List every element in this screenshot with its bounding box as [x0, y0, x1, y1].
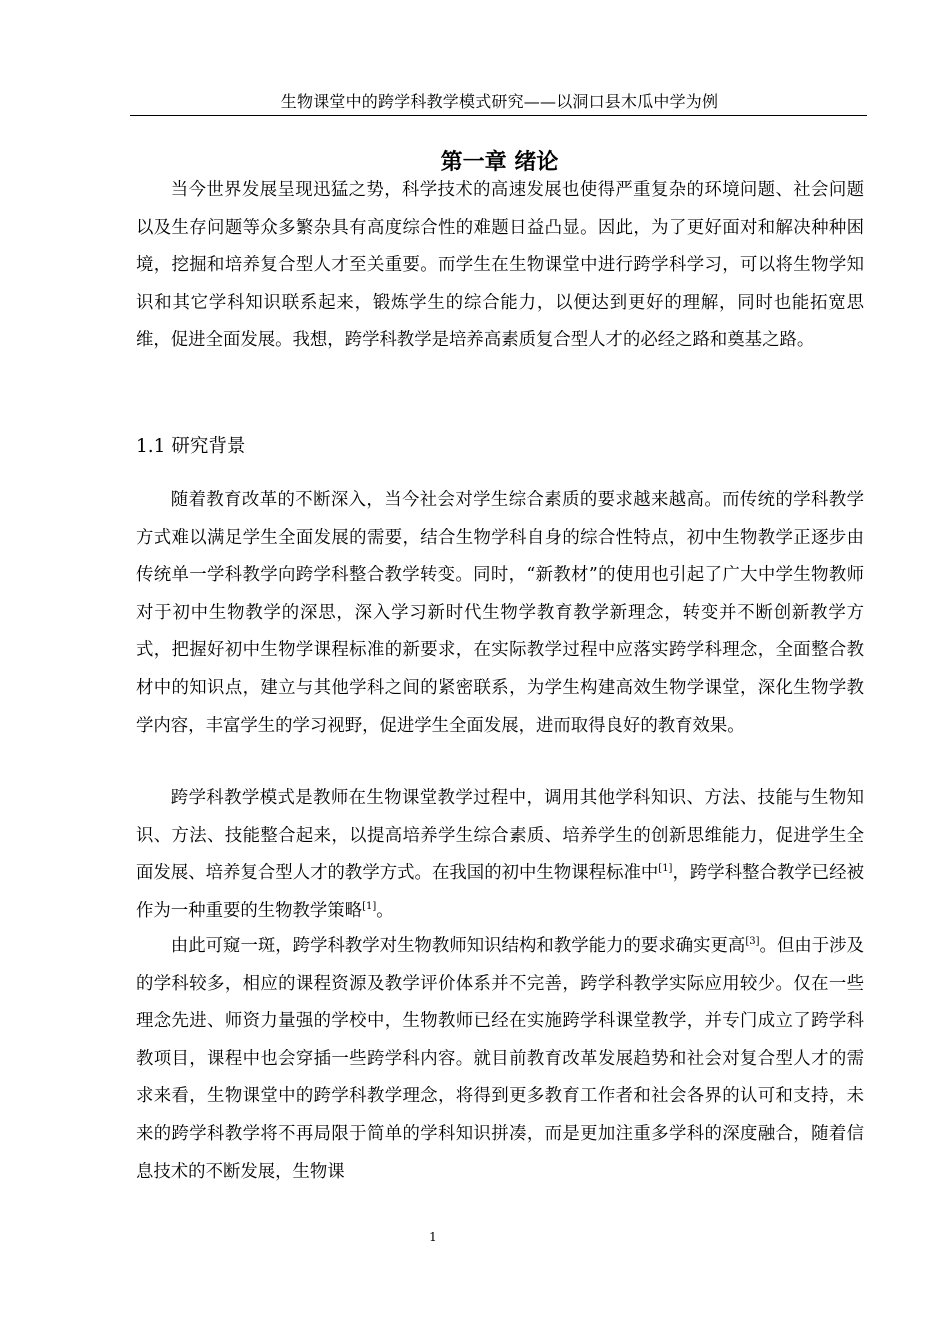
background-paragraph-1: 随着教育改革的不断深入，当今社会对学生综合素质的要求越来越高。而传统的学科教学方式难以满足学生全面发展的需要，结合生物学科自身的综合性特点，初中生物教学正逐步由传统单一学科教学向跨学科整合教学转变。同时，“新教材”的使用也引起了广大中学生物教师对于初中生物教学的深思，深入学习新时代生物学教育教学新理念，转变并不断创新教学方式，把握好初中生物学课程标准的新要求，在实际教学过程中应落实跨学科理念，全面整合教材中的知识点，建立与其他学科之间的紧密联系，为学生构建高效生物学课堂，深化生物学教学内容，丰富学生的学习视野，促进学生全面发展，进而取得良好的教育效果。	[136, 490, 864, 736]
paragraph-text: 。但由于涉及的学科较多，相应的课程资源及教学评价体系并不完善，跨学科教学实际应用较少。仅在一些理念先进、师资力量强的学校中，生物教师已经在实施跨学科课堂教学，并专门成立了跨学科教项目，课程中也会穿插一些跨学科内容。就目前教育改革发展趋势和社会对复合型人才的需求来看，生物课堂中的跨学科教学理念，将得到更多教育工作者和社会各界的认可和支持，未来的跨学科教学将不再局限于简单的学科知识拼凑，而是更加注重多学科的深度融合，随着信息技术的不断发展，生物课	[136, 936, 864, 1182]
citation-marker: [1]	[658, 863, 673, 875]
paragraph-text: ，跨学科整合教学已经被作为一种重要的生物教学策略	[136, 863, 864, 921]
chapter-title: 第一章 绪论	[440, 150, 559, 175]
running-header: 生物课堂中的跨学科教学模式研究——以洞口县木瓜中学为例	[280, 92, 719, 111]
paragraph-text: 跨学科教学模式是教师在生物课堂教学过程中，调用其他学科知识、方法、技能与生物知识、方法、技能整合起来，以提高培养学生综合素质、培养学生的创新思维能力，促进学生全面发展、培养复合型人才的教学方式。在我国的初中生物课程标准中	[136, 788, 864, 884]
page-number: 1	[429, 1230, 437, 1244]
background-paragraph-2	[136, 780, 864, 930]
paragraph-text: 。	[376, 900, 394, 921]
citation-marker: [3]	[745, 936, 760, 948]
citation-marker: [1]	[362, 900, 377, 912]
section-heading-1-1	[136, 432, 245, 462]
background-paragraph-3	[136, 928, 864, 1191]
header-rule	[130, 115, 867, 116]
intro-paragraph: 当今世界发展呈现迅猛之势，科学技术的高速发展也使得严重复杂的环境问题、社会问题以及生存问题等众多繁杂具有高度综合性的难题日益凸显。因此，为了更好面对和解决种种困境，挖掘和培养复合型人才至关重要。而学生在生物课堂中进行跨学科学习，可以将生物学知识和其它学科知识联系起来，锻炼学生的综合能力，以便达到更好的理解，同时也能拓宽思维，促进全面发展。我想，跨学科教学是培养高素质复合型人才的必经之路和奠基之路。	[136, 180, 864, 351]
section-number: 1.1	[136, 436, 166, 457]
section-title: 研究背景	[171, 436, 246, 457]
paragraph-text: 由此可窥一斑，跨学科教学对生物教师知识结构和教学能力的要求确实更高	[170, 936, 746, 956]
